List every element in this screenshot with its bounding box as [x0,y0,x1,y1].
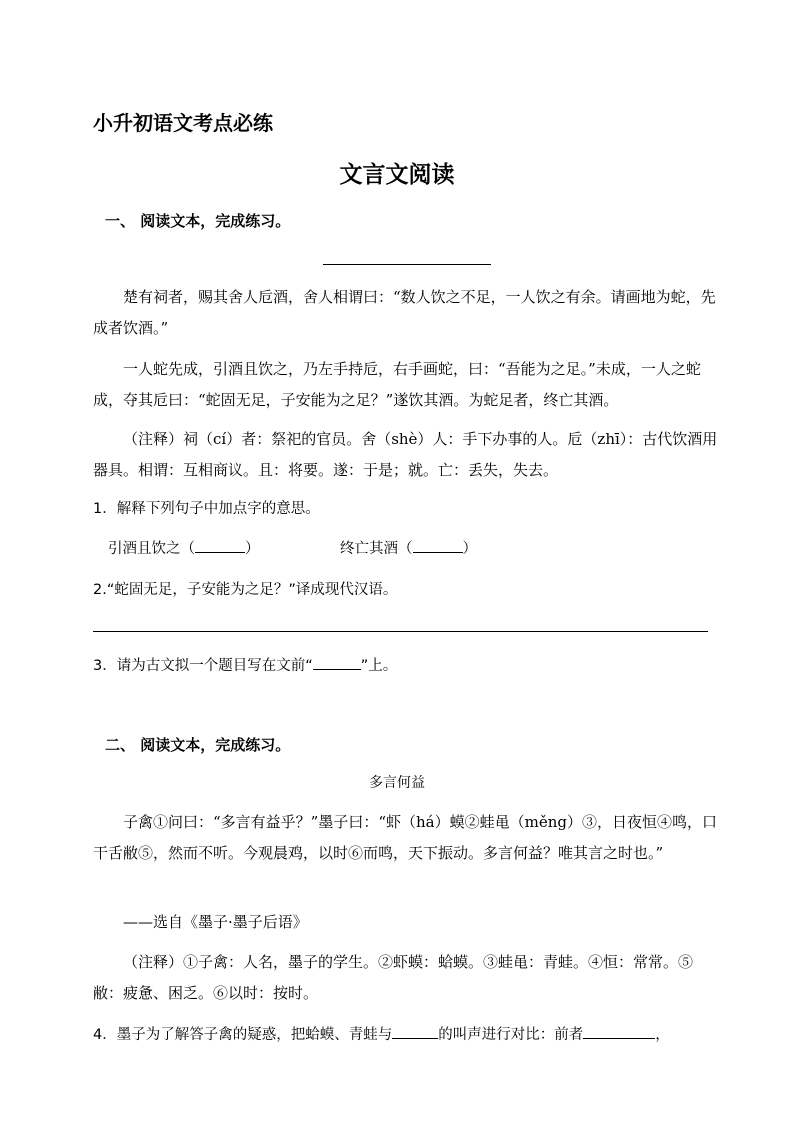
answer-blank-1a[interactable] [195,538,245,553]
answer-blank-4b[interactable] [583,1024,655,1039]
question-3: 3．请为古文拟一个题目写在文前“ ”上。 [93,654,397,675]
answer-blank-4a[interactable] [392,1024,438,1039]
question-2: 2.“蛇固无足，子安能为之足？”译成现代汉语。 [93,582,398,598]
question-1: 1．解释下列句子中加点字的意思。 [93,501,320,517]
passage-2-text: 子禽①问曰：“多言有益乎？”墨子曰：“虾（há）蟆②蛙黾（měng）③，日夜恒④鸣，口干舌敝⑤，然而不听。今观晨鸡，以时⑥而鸣，天下振动。多言何益？唯其言之时也。” [93,813,717,862]
question-1-item-a: 引酒且饮之（ ） [108,537,260,558]
passage-2-title: 多言何益 [369,775,425,791]
section-1-heading: 一、 阅读文本，完成练习。 [105,212,291,230]
passage-2-notes: （注释）①子禽：人名，墨子的学生。②虾蟆：蛤蟆。③蛙黾：青蛙。④恒：常常。⑤敝：疲惫、困乏。⑥以时：按时。 [93,953,694,1002]
answer-line-2[interactable] [93,631,708,632]
passage-1-notes: （注释）祠（cí）者：祭祀的官员。舍（shè）人：手下办事的人。卮（zhī）：古代饮酒用器具。相谓：互相商议。且：将要。遂：于是；就。亡：丢失，失去。 [93,430,718,479]
document-title: 小升初语文考点必练 [93,111,273,135]
question-4: 4．墨子为了解答子禽的疑惑，把蛤蟆、青蛙与 的叫声进行对比：前者 ， [93,1023,670,1044]
passage-2-source: ——选自《墨子·墨子后语》 [123,913,308,931]
passage-1-paragraph-1: 楚有祠者，赐其舍人卮酒，舍人相谓曰：“数人饮之不足，一人饮之有余。请画地为蛇，先成者饮酒。” [93,288,716,337]
question-1-item-b: 终亡其酒（ ） [340,537,477,558]
section-2-heading: 二、 阅读文本，完成练习。 [105,736,291,754]
passage-1-paragraph-2: 一人蛇先成，引酒且饮之，乃左手持卮，右手画蛇，曰：“吾能为之足。”未成，一人之蛇成，夺其卮曰：“蛇固无足，子安能为之足？”遂饮其酒。为蛇足者，终亡其酒。 [93,360,701,409]
page-title: 文言文阅读 [339,161,455,188]
answer-blank-3[interactable] [313,655,361,670]
answer-blank-1b[interactable] [413,538,463,553]
title-blank-line [323,264,491,265]
